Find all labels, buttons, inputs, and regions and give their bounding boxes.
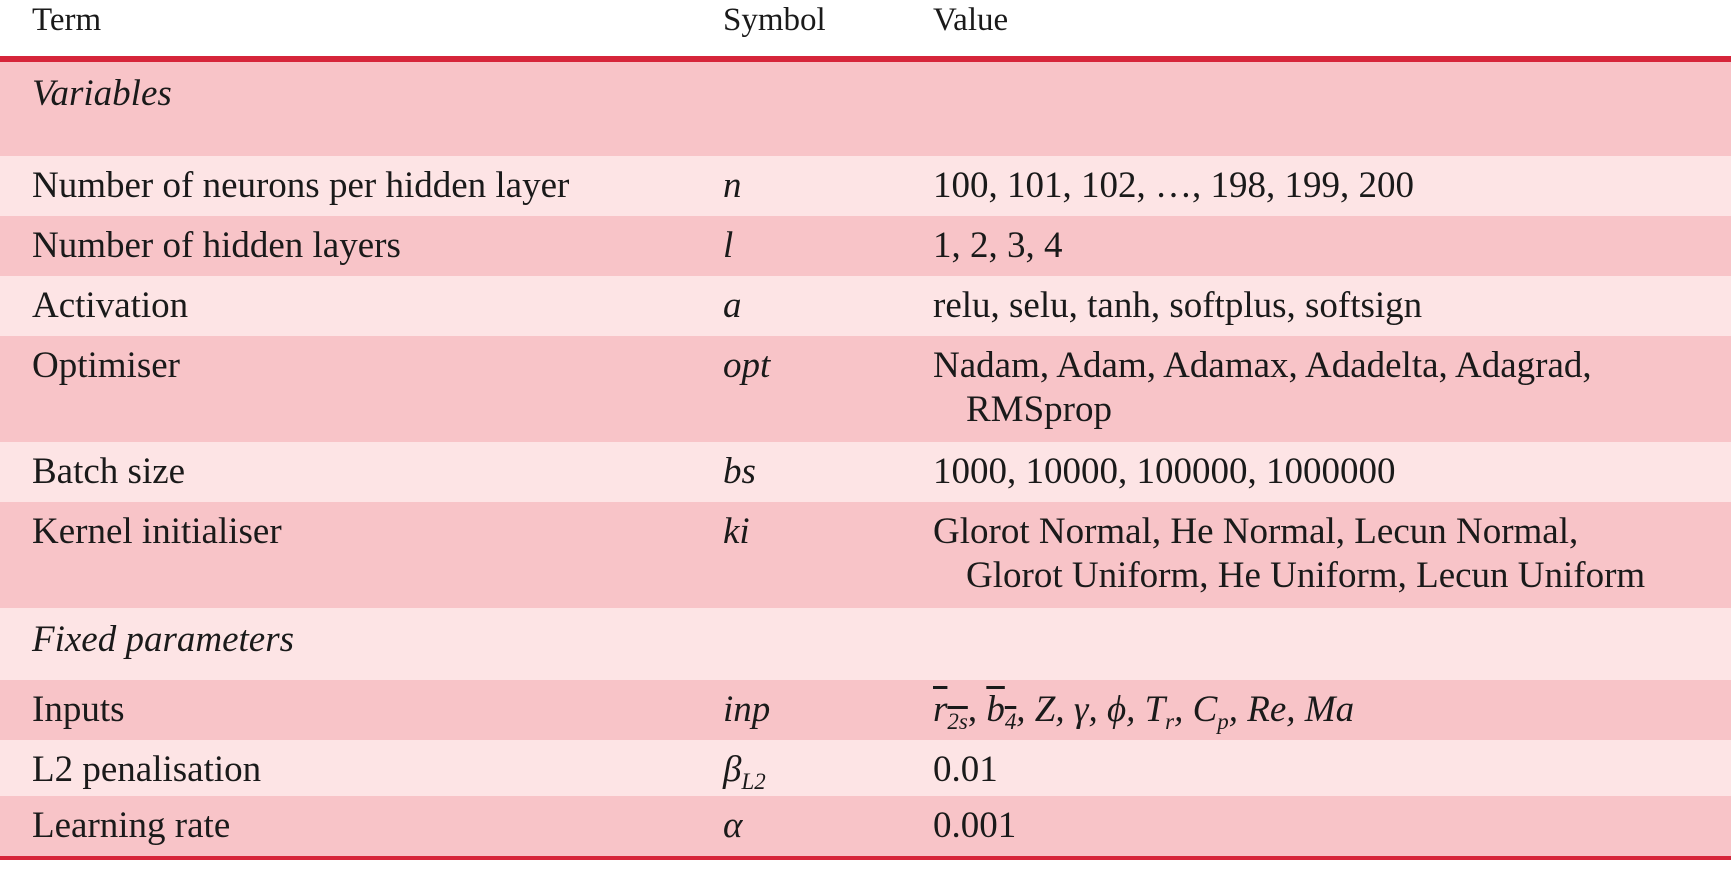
symbol-cell: l	[723, 225, 734, 266]
value-line-2: RMSprop	[966, 389, 1112, 430]
table-row-inputs	[0, 680, 1731, 740]
value-cell	[933, 510, 1723, 598]
section-fixed-parameters	[0, 608, 1731, 680]
section-variables	[0, 62, 1731, 156]
value-line-2: Glorot Uniform, He Uniform, Lecun Uniform	[966, 555, 1646, 596]
symbol-cell: opt	[723, 345, 771, 386]
section-label: Variables	[32, 73, 172, 114]
term-cell: Activation	[32, 285, 189, 326]
table-row-l2	[0, 740, 1731, 796]
table-row-batch-size	[0, 442, 1731, 502]
value-cell	[933, 344, 1723, 432]
value-line-1: Nadam, Adam, Adamax, Adadelta, Adagrad,	[933, 345, 1592, 386]
term-cell: Number of neurons per hidden layer	[32, 165, 570, 206]
bottom-rule	[0, 856, 1731, 860]
term-cell: Kernel initialiser	[32, 511, 282, 552]
value-cell: 0.01	[933, 749, 998, 790]
symbol-cell: inp	[723, 689, 771, 730]
section-label: Fixed parameters	[32, 619, 295, 660]
symbol-cell: ki	[723, 511, 750, 552]
term-cell: Optimiser	[32, 345, 180, 386]
value-line-1: Glorot Normal, He Normal, Lecun Normal,	[933, 511, 1579, 552]
term-cell: Batch size	[32, 451, 186, 492]
header-term: Term	[32, 2, 102, 38]
table-row-layers	[0, 216, 1731, 276]
table-row-activation	[0, 276, 1731, 336]
table-row-kernel	[0, 502, 1731, 608]
term-cell: Number of hidden layers	[32, 225, 401, 266]
r2s-symbol: $r_{2s}$	[933, 689, 968, 735]
table-row-learning-rate	[0, 796, 1731, 856]
value-cell: 100, 101, 102, …, 198, 199, 200	[933, 165, 1414, 206]
symbol-cell: a	[723, 285, 742, 326]
symbol-cell: $\beta_{L2}$	[723, 749, 766, 795]
header-value: Value	[933, 2, 1009, 38]
symbol-cell: α	[723, 805, 743, 846]
value-cell: 1, 2, 3, 4	[933, 225, 1063, 266]
header-symbol: Symbol	[723, 2, 826, 38]
term-cell: Learning rate	[32, 805, 231, 846]
term-cell: L2 penalisation	[32, 749, 262, 790]
symbol-cell: n	[723, 165, 742, 206]
value-cell: relu, selu, tanh, softplus, softsign	[933, 285, 1423, 326]
term-cell: Inputs	[32, 689, 125, 730]
table-header	[0, 0, 1731, 56]
value-cell: $r_{2s}$, $b_4$, Z, γ, ϕ, $T_r$, $C_p$, Re, Ma	[933, 689, 1355, 735]
table-row-optimiser	[0, 336, 1731, 442]
value-cell: 0.001	[933, 805, 1017, 846]
symbol-cell: bs	[723, 451, 756, 492]
table-row-neurons	[0, 156, 1731, 216]
b4-symbol: $b_4$	[986, 689, 1017, 735]
value-cell: 1000, 10000, 100000, 1000000	[933, 451, 1396, 492]
